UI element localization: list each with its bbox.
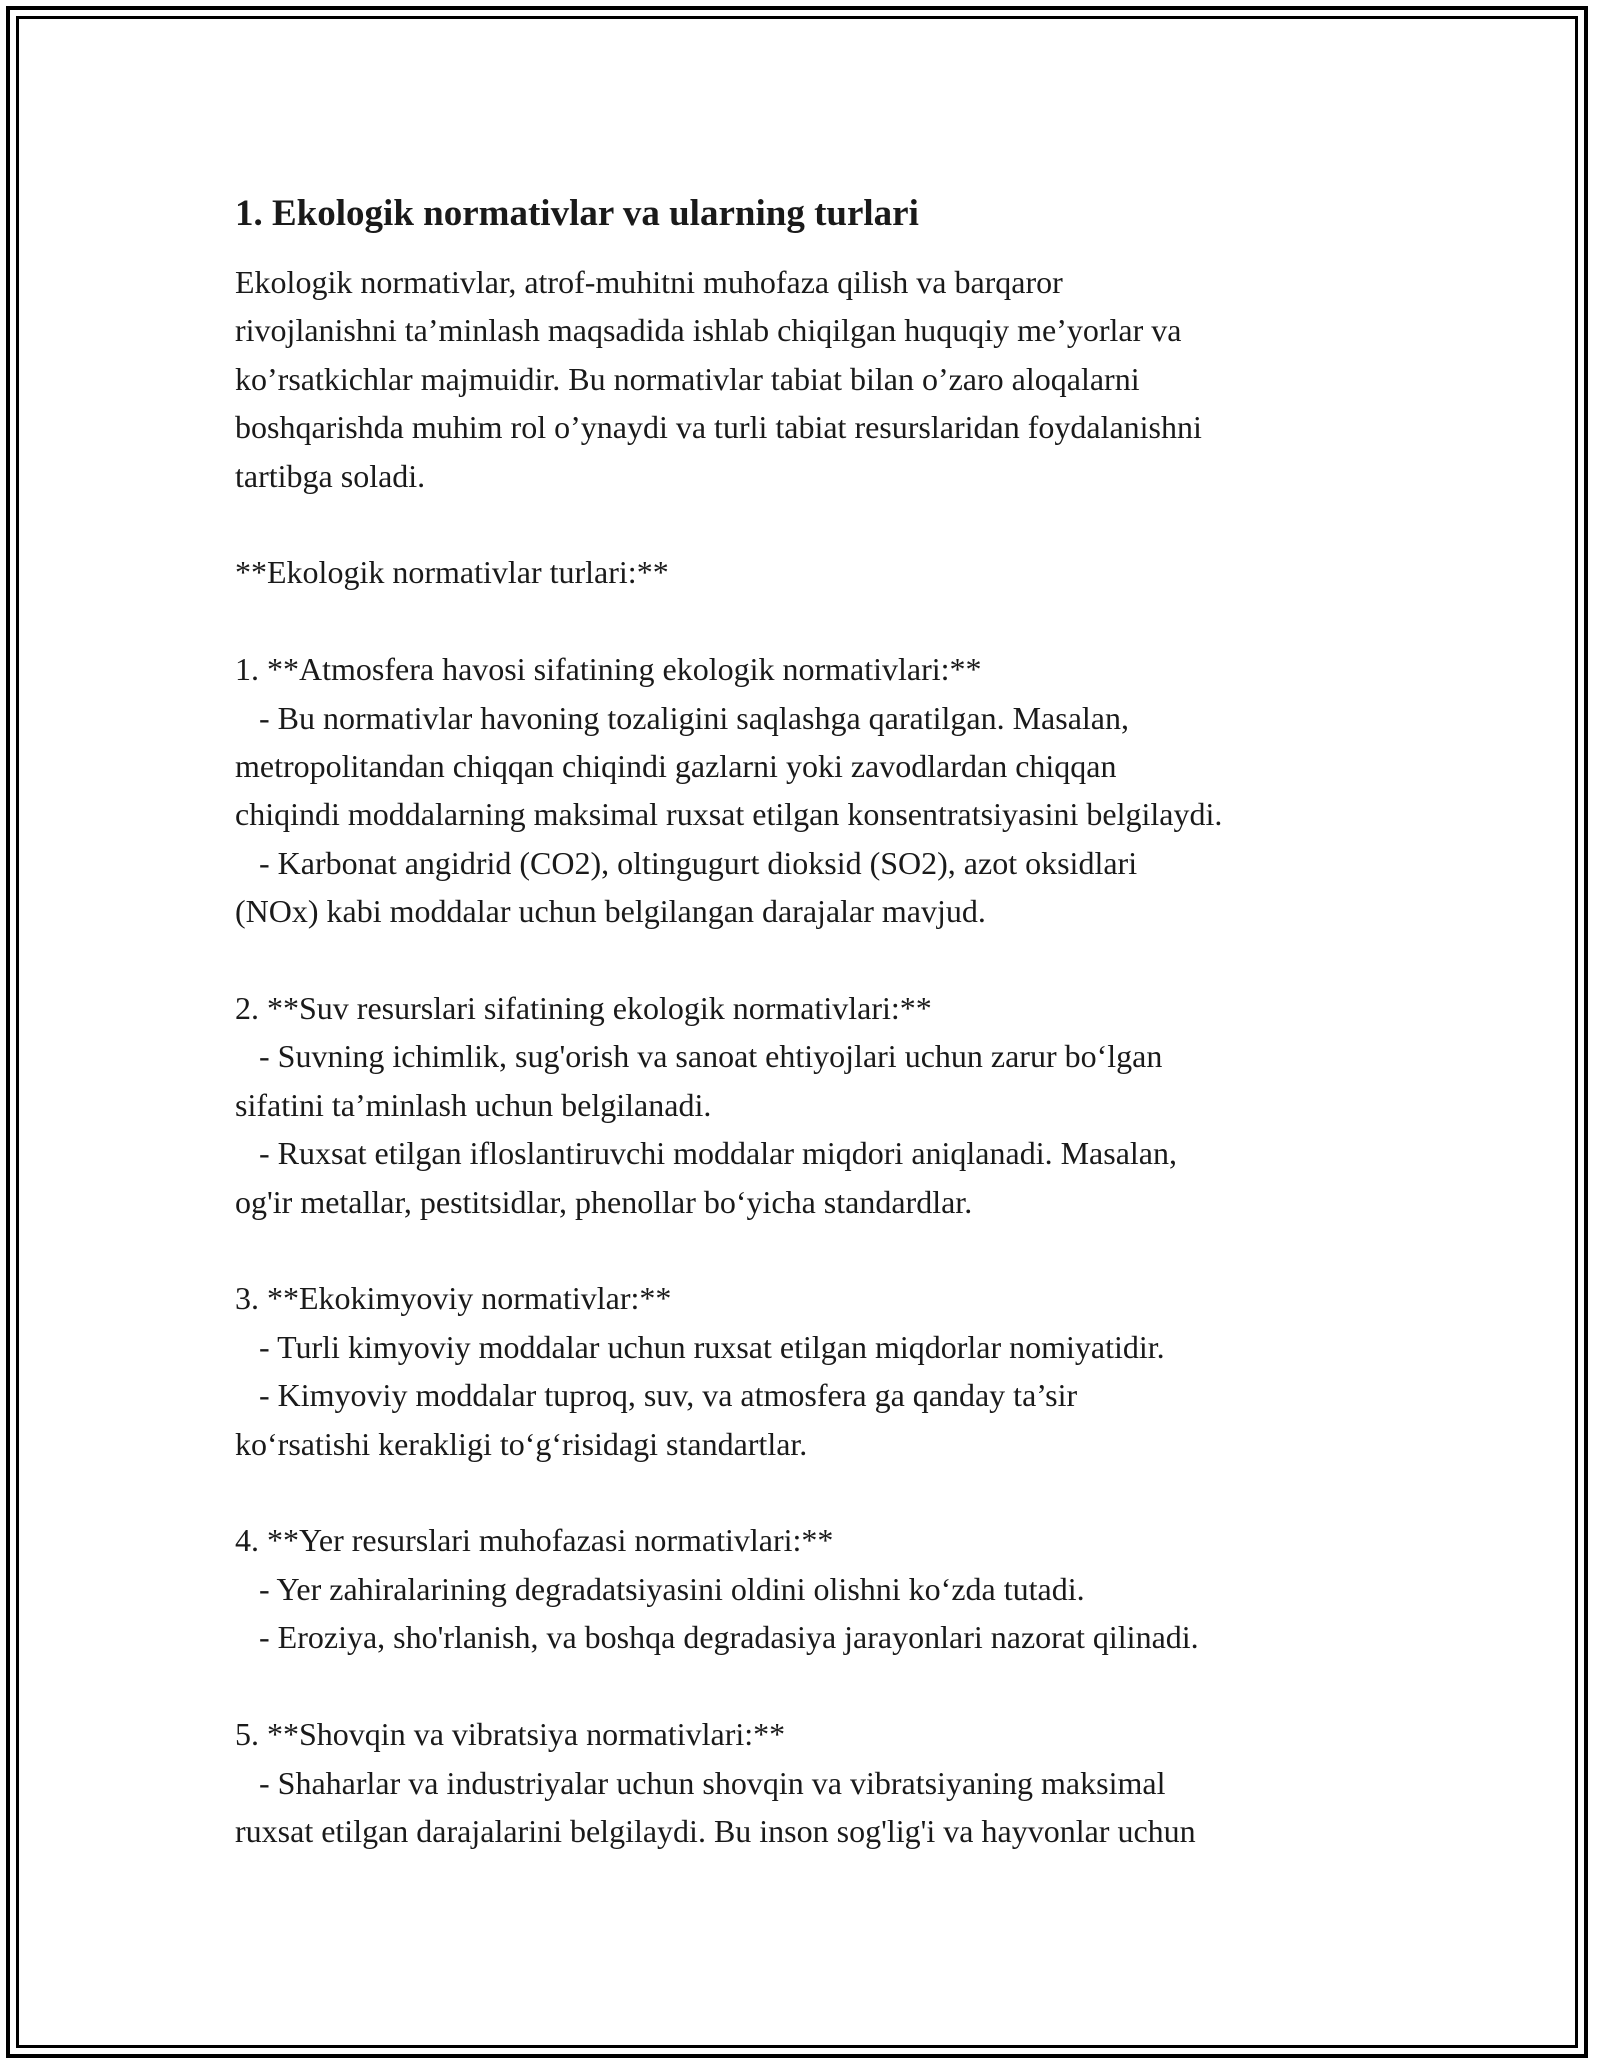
section-line: - Ruxsat etilgan ifloslantiruvchi moddalar miqdori aniqlanadi. Masalan, (235, 1135, 1177, 1172)
section-5 (235, 1710, 1395, 1855)
section-3 (235, 1274, 1395, 1468)
section-title: 5. **Shovqin va vibratsiya normativlari:** (235, 1716, 786, 1753)
section-line: metropolitandan chiqqan chiqindi gazlarni yoki zavodlardan chiqqan (235, 748, 1117, 785)
spacer (235, 1662, 1395, 1710)
section-title: 3. **Ekokimyoviy normativlar:** (235, 1280, 672, 1317)
spacer (235, 1468, 1395, 1516)
section-line: - Suvning ichimlik, sug'orish va sanoat ehtiyojlari uchun zarur bo‘lgan (235, 1038, 1163, 1075)
intro-line: tartibga soladi. (235, 457, 426, 494)
document-heading: 1. Ekologik normativlar va ularning turlari (235, 193, 919, 234)
section-title: 1. **Atmosfera havosi sifatining ekologik normativlari:** (235, 651, 982, 688)
section-line: - Shaharlar va industriyalar uchun shovqin va vibratsiyaning maksimal (235, 1764, 1166, 1801)
intro-paragraph (235, 258, 1395, 500)
section-line: sifatini ta’minlash uchun belgilanadi. (235, 1086, 712, 1123)
spacer (235, 500, 1395, 548)
section-line: - Kimyoviy moddalar tuproq, suv, va atmosfera ga qanday ta’sir (235, 1377, 1078, 1414)
document-body (235, 190, 1395, 1855)
section-title: 4. **Yer resurslari muhofazasi normativlari:** (235, 1522, 834, 1559)
section-4 (235, 1516, 1395, 1661)
spacer (235, 1226, 1395, 1274)
section-2 (235, 984, 1395, 1226)
section-line: - Bu normativlar havoning tozaligini saqlashga qaratilgan. Masalan, (235, 699, 1129, 736)
section-line: chiqindi moddalarning maksimal ruxsat etilgan konsentratsiyasini belgilaydi. (235, 796, 1223, 833)
section-line: og'ir metallar, pestitsidlar, phenollar bo‘yicha standardlar. (235, 1183, 973, 1220)
section-line: - Turli kimyoviy moddalar uchun ruxsat etilgan miqdorlar nomiyatidir. (235, 1328, 1165, 1365)
section-line: - Yer zahiralarining degradatsiyasini oldini olishni ko‘zda tutadi. (235, 1570, 1085, 1607)
section-line: (NOx) kabi moddalar uchun belgilangan darajalar mavjud. (235, 893, 986, 930)
section-line: ko‘rsatishi kerakligi to‘g‘risidagi standartlar. (235, 1425, 808, 1462)
section-title: 2. **Suv resurslari sifatining ekologik normativlari:** (235, 990, 932, 1027)
section-line: - Eroziya, sho'rlanish, va boshqa degradasiya jarayonlari nazorat qilinadi. (235, 1619, 1199, 1656)
spacer (235, 597, 1395, 645)
spacer (235, 936, 1395, 984)
section-line: ruxsat etilgan darajalarini belgilaydi. Bu inson sog'lig'i va hayvonlar uchun (235, 1812, 1196, 1849)
intro-line: boshqarishda muhim rol o’ynaydi va turli tabiat resurslaridan foydalanishni (235, 409, 1202, 446)
types-title: **Ekologik normativlar turlari:** (235, 554, 669, 591)
section-1 (235, 645, 1395, 935)
section-line: - Karbonat angidrid (CO2), oltingugurt dioksid (SO2), azot oksidlari (235, 844, 1138, 881)
intro-line: rivojlanishni ta’minlash maqsadida ishlab chiqilgan huquqiy me’yorlar va (235, 312, 1182, 349)
intro-line: Ekologik normativlar, atrof-muhitni muhofaza qilish va barqaror (235, 264, 1063, 300)
intro-line: ko’rsatkichlar majmuidir. Bu normativlar tabiat bilan o’zaro aloqalarni (235, 360, 1140, 397)
